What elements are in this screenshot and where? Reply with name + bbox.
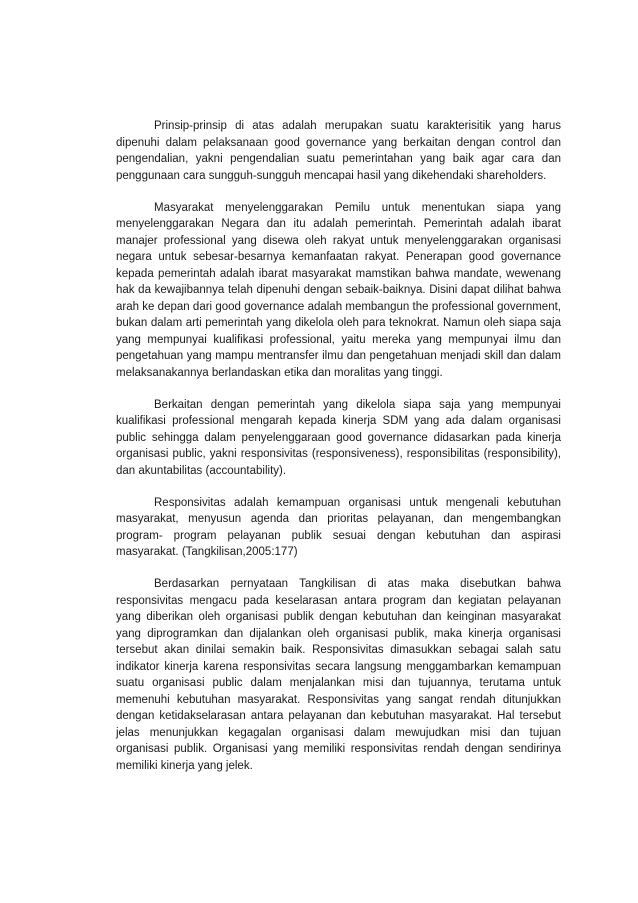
paragraph-1: Prinsip-prinsip di atas adalah merupakan suatu karakterisitik yang harus dipenuhi dalam pelaksanaan good governance yang berkaitan dengan control dan pengendalian, yakni pengendalian suatu pemerintahan yang baik agar cara dan penggunaan cara sungguh-sungguh mencapai hasil yang dikehendaki shareholders. <box>116 120 561 182</box>
paragraph-2: Masyarakat menyelenggarakan Pemilu untuk menentukan siapa yang menyelenggarakan Negara dan itu adalah pemerintah. Pemerintah adalah ibarat manajer professional yang disewa oleh rakyat untuk menyelenggarakan organisasi negara untuk sebesar-besarnya kemanfaatan rakyat. Penerapan good governance kepada pemerintah adalah ibarat masyarakat mamstikan bahwa mandate, wewenang hak da kewajibannya telah dipenuhi dengan sebaik-baiknya. Disini dapat dilihat bahwa arah ke depan dari good governance adalah membangun the professional government, bukan dalam arti pemerintah yang dikelola oleh para teknokrat. Namun oleh siapa saja yang mempunyai kualifikasi professional, yaitu mereka yang mempunyai ilmu dan pengetahuan yang mampu mentransfer ilmu dan pengetahuan menjadi skill dan dalam melaksanakannya berlandaskan etika dan moralitas yang tinggi. <box>116 201 561 379</box>
document-body <box>116 118 561 790</box>
paragraph-3: Berkaitan dengan pemerintah yang dikelola siapa saja yang mempunyai kualifikasi professional mengarah kepada kinerja SDM yang ada dalam organisasi public sehingga dalam penyelenggaraan good governance didasarkan pada kinerja organisasi public, yakni responsivitas (responsiveness), responsibilitas (responsibility), dan akuntabilitas (accountability). <box>116 398 561 477</box>
paragraph-4: Responsivitas adalah kemampuan organisasi untuk mengenali kebutuhan masyarakat, menyusun agenda dan prioritas pelayanan, dan mengembangkan program- program pelayanan publik sesuai dengan kebutuhan dan aspirasi masyarakat. (Tangkilisan,2005:177) <box>116 496 561 558</box>
paragraph-5: Berdasarkan pernyataan Tangkilisan di atas maka disebutkan bahwa responsivitas mengacu pada keselarasan antara program dan kegiatan pelayanan yang diberikan oleh organisasi publik dengan kebutuhan dan keinginan masyarakat yang diprogramkan dan dijalankan oleh organisasi publik, maka kinerja organisasi tersebut akan dinilai semakin baik. Responsivitas dimasukkan sebagai salah satu indikator kinerja karena responsivitas secara langsung menggambarkan kemampuan suatu organisasi public dalam menjalankan misi dan tujuannya, terutama untuk memenuhi kebutuhan masyarakat. Responsivitas yang sangat rendah ditunjukkan dengan ketidakselarasan antara pelayanan dan kebutuhan masyarakat. Hal tersebut jelas menunjukkan kegagalan organisasi dalam mewujudkan misi dan tujuan organisasi publik. Organisasi yang memiliki responsivitas rendah dengan sendirinya memiliki kinerja yang jelek. <box>116 578 561 772</box>
